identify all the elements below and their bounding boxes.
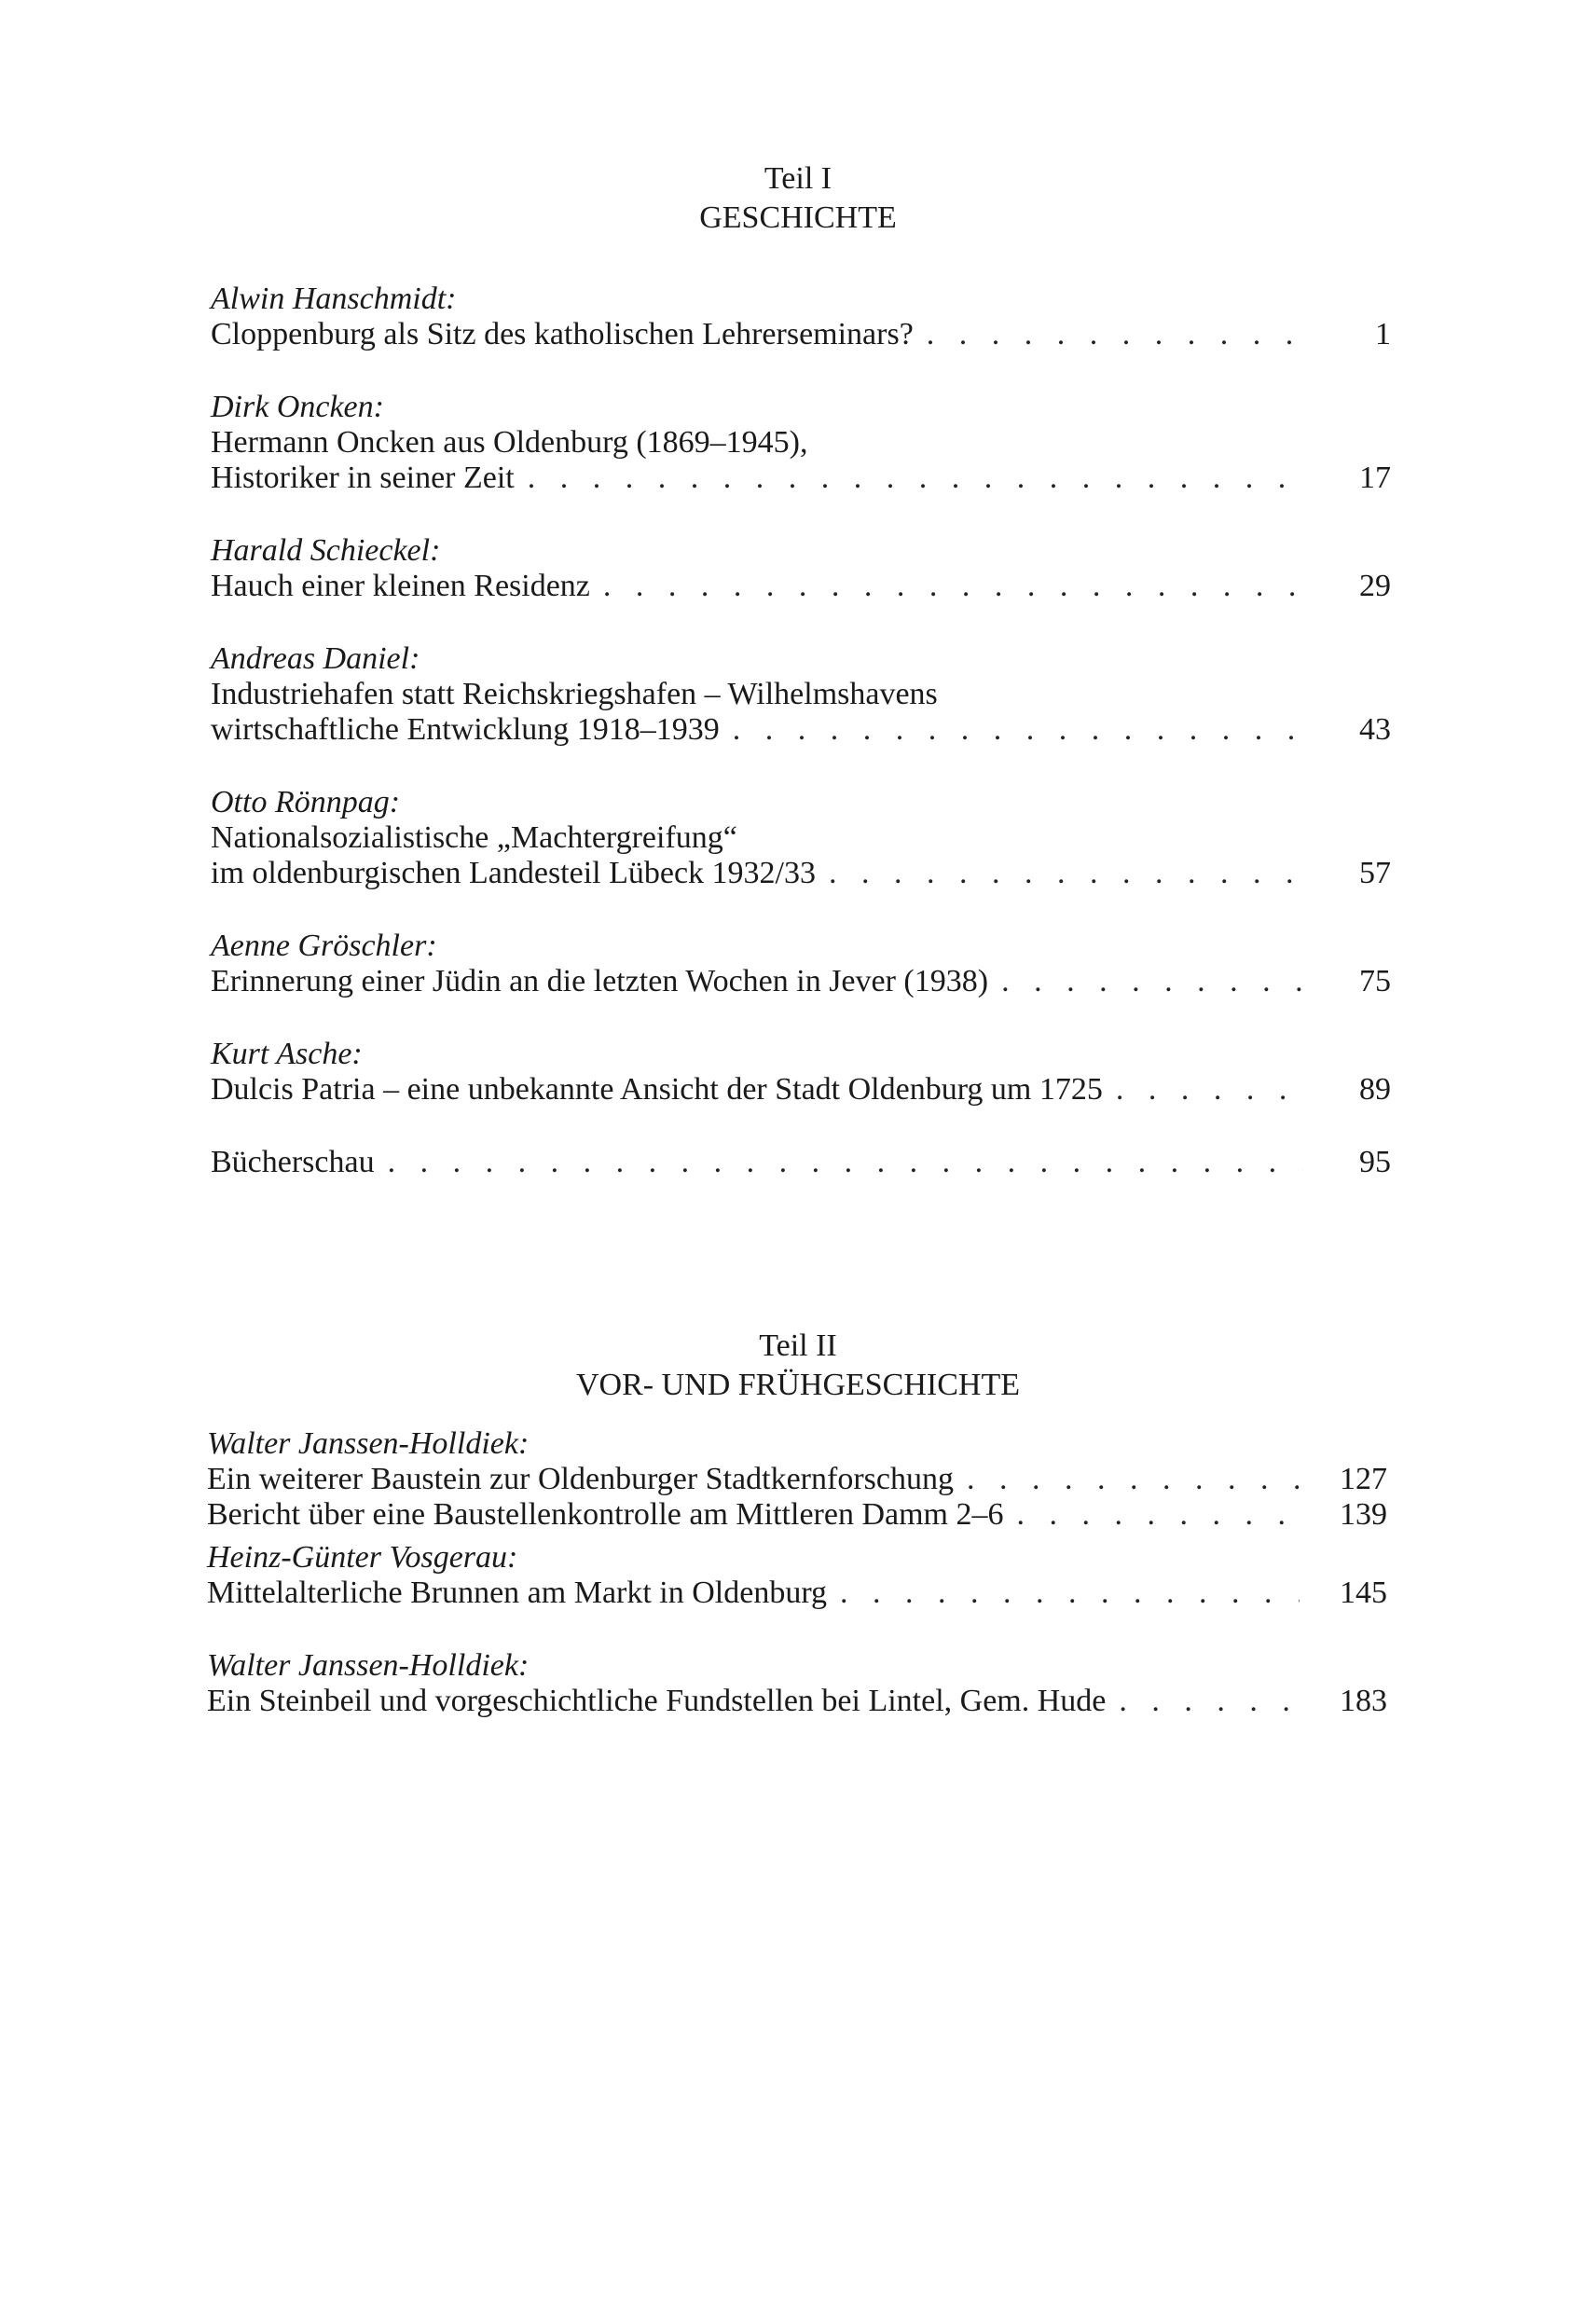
leader-dots — [967, 1462, 1300, 1497]
toc-page-number: 183 — [1340, 1684, 1387, 1718]
leader-dots — [927, 317, 1303, 352]
toc-line — [211, 569, 1391, 604]
toc-author: Walter Janssen-Holldiek: — [207, 1648, 530, 1683]
toc-page-number: 1 — [1375, 317, 1391, 351]
toc-entry — [211, 785, 1391, 891]
toc-author: Otto Rönnpag: — [211, 785, 401, 819]
leader-dots — [603, 569, 1303, 604]
toc-author: Kurt Asche: — [211, 1037, 363, 1071]
part-1-label: Teil I — [764, 161, 832, 196]
toc-title: Bericht über eine Baustellenkontrolle am Mittleren Damm 2–6 — [207, 1497, 1004, 1532]
toc-title: Cloppenburg als Sitz des katholischen Lehrerseminars? — [211, 317, 914, 351]
toc-title: Nationalsozialistische „Machtergreifung“ — [211, 820, 737, 855]
toc-line — [211, 820, 1391, 856]
toc-line — [211, 964, 1391, 999]
toc-title: Industriehafen statt Reichskriegshafen – Wilhelmshavens — [211, 677, 938, 711]
toc-page-number: 95 — [1359, 1145, 1391, 1179]
toc-author: Walter Janssen-Holldiek: — [207, 1426, 530, 1461]
toc-line — [207, 1684, 1387, 1719]
toc-entry — [207, 1426, 1387, 1533]
leader-dots — [733, 712, 1303, 748]
toc-title-cont: wirtschaftliche Entwicklung 1918–1939 — [211, 712, 720, 747]
toc-title: Hermann Oncken aus Oldenburg (1869–1945), — [211, 425, 808, 460]
toc-title: Hauch einer kleinen Residenz — [211, 569, 590, 603]
toc-title: Erinnerung einer Jüdin an die letzten Wochen in Jever (1938) — [211, 964, 989, 998]
toc-page-number: 29 — [1359, 569, 1391, 603]
toc-line — [211, 856, 1391, 891]
toc-line — [207, 1576, 1387, 1611]
leader-dots — [1116, 1072, 1303, 1108]
toc-title-cont: im oldenburgischen Landesteil Lübeck 1932/33 — [211, 856, 817, 890]
toc-line — [211, 1072, 1391, 1108]
toc-line — [207, 1462, 1387, 1497]
toc-line — [211, 461, 1391, 496]
part-2-title: VOR- UND FRÜHGESCHICHTE — [575, 1368, 1021, 1402]
toc-entry — [211, 533, 1391, 604]
toc-entry — [211, 390, 1391, 496]
toc-author: Harald Schieckel: — [211, 533, 441, 568]
toc-page-number: 75 — [1359, 964, 1391, 998]
toc-title: Ein Steinbeil und vorgeschichtliche Fundstellen bei Lintel, Gem. Hude — [207, 1684, 1107, 1718]
toc-author: Aenne Gröschler: — [211, 929, 437, 963]
toc-title-cont: Historiker in seiner Zeit — [211, 461, 515, 495]
toc-entry — [211, 641, 1391, 748]
leader-dots — [528, 461, 1303, 496]
toc-line — [211, 712, 1391, 748]
leader-dots — [840, 1576, 1300, 1611]
toc-page-number: 43 — [1359, 712, 1391, 747]
toc-page-number: 139 — [1340, 1497, 1387, 1532]
toc-line — [211, 677, 1391, 712]
leader-dots — [1001, 964, 1303, 999]
toc-title: Ein weiterer Baustein zur Oldenburger Stadtkernforschung — [207, 1462, 954, 1496]
toc-author: Alwin Hanschmidt: — [211, 282, 457, 316]
toc-title: Dulcis Patria – eine unbekannte Ansicht der Stadt Oldenburg um 1725 — [211, 1072, 1103, 1107]
part-1-title: GESCHICHTE — [699, 200, 897, 235]
toc-line — [211, 425, 1391, 461]
toc-page-number: 17 — [1359, 461, 1391, 495]
toc-author: Andreas Daniel: — [211, 641, 420, 676]
toc-entry — [207, 1648, 1387, 1719]
toc-author: Dirk Oncken: — [211, 390, 384, 424]
toc-author: Heinz-Günter Vosgerau: — [207, 1540, 518, 1575]
part-2-label: Teil II — [759, 1328, 837, 1363]
toc-page-number: 127 — [1340, 1462, 1387, 1496]
toc-page-number: 89 — [1359, 1072, 1391, 1107]
toc-line — [211, 317, 1391, 352]
leader-dots — [1016, 1497, 1300, 1533]
toc-line — [207, 1497, 1387, 1533]
toc-entry — [211, 1145, 1391, 1180]
toc-entry — [211, 282, 1391, 352]
toc-entry — [211, 1037, 1391, 1108]
toc-line — [211, 1145, 1391, 1180]
leader-dots — [1119, 1684, 1300, 1719]
toc-page-number: 57 — [1359, 856, 1391, 890]
toc-entry — [207, 1540, 1387, 1611]
toc-page-number: 145 — [1340, 1576, 1387, 1610]
toc-entry — [211, 929, 1391, 999]
toc-title: Mittelalterliche Brunnen am Markt in Oldenburg — [207, 1576, 828, 1610]
leader-dots — [388, 1145, 1303, 1180]
leader-dots — [829, 856, 1303, 891]
toc-title: Bücherschau — [211, 1145, 375, 1179]
